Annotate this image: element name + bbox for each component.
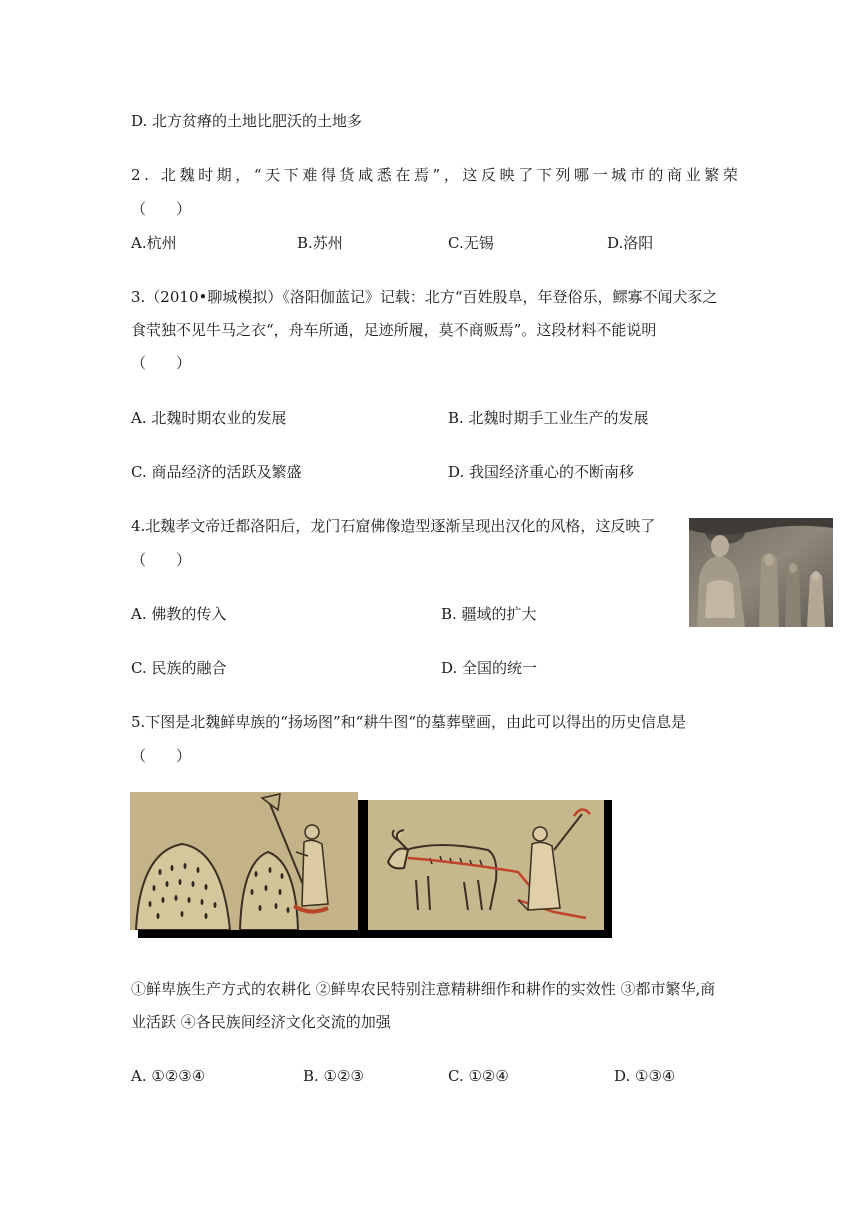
q5-statements-line1: ①鲜卑族生产方式的农耕化 ②鲜卑农民特别注意精耕细作和耕作的实效性 ③都市繁华,商 [131, 980, 716, 998]
winnowing-mural-image [130, 792, 358, 930]
q5-option-d: D. ①③④ [614, 1067, 676, 1085]
q3-option-a: A. 北魏时期农业的发展 [131, 409, 287, 427]
q3-option-d: D. 我国经济重心的不断南移 [448, 463, 635, 481]
q2-option-c: C.无锡 [448, 234, 494, 252]
q5-option-b: B. ①②③ [303, 1067, 364, 1085]
q4-option-d: D. 全国的统一 [441, 659, 538, 677]
q2-option-a: A.杭州 [131, 234, 177, 252]
q2-option-b: B.苏州 [297, 234, 343, 252]
q2-stem: 2. 北魏时期，“天下难得货咸悉在焉”，这反映了下列哪一城市的商业繁荣 [131, 166, 742, 184]
q3-stem-line1: 3.（2010•聊城模拟）《洛阳伽蓝记》记载：北方“百姓殷阜，年登俗乐，鳏寡不闻犬豕之 [131, 288, 718, 306]
q1-option-d: D. 北方贫瘠的土地比肥沃的土地多 [131, 112, 363, 130]
q5-option-c: C. ①②④ [448, 1067, 509, 1085]
q5-stem: 5.下图是北魏鲜卑族的“扬场图”和“耕牛图“的墓葬壁画，由此可以得出的历史信息是 [131, 713, 686, 731]
q4-option-b: B. 疆域的扩大 [441, 605, 537, 623]
ploughing-ox-mural-image [368, 800, 604, 930]
q2-answer-paren: （ ） [131, 200, 192, 218]
q2-option-d: D.洛阳 [607, 234, 654, 252]
q3-answer-paren: （ ） [131, 354, 192, 372]
q3-stem-line2: 食茕独不见牛马之衣“，舟车所通，足迹所履，莫不商贩焉”。这段材料不能说明 [131, 321, 657, 339]
longmen-buddha-photo [689, 518, 833, 627]
q5-answer-paren: （ ） [131, 747, 192, 765]
q4-option-c: C. 民族的融合 [131, 659, 227, 677]
q4-stem: 4.北魏孝文帝迁都洛阳后，龙门石窟佛像造型逐渐呈现出汉化的风格，这反映了 [131, 517, 656, 535]
q3-option-b: B. 北魏时期手工业生产的发展 [448, 409, 649, 427]
q5-statements-line2: 业活跃 ④各民族间经济文化交流的加强 [131, 1013, 391, 1031]
q4-option-a: A. 佛教的传入 [131, 605, 227, 623]
q4-answer-paren: （ ） [131, 551, 192, 569]
q3-option-c: C. 商品经济的活跃及繁盛 [131, 463, 302, 481]
q5-option-a: A. ①②③④ [131, 1067, 206, 1085]
